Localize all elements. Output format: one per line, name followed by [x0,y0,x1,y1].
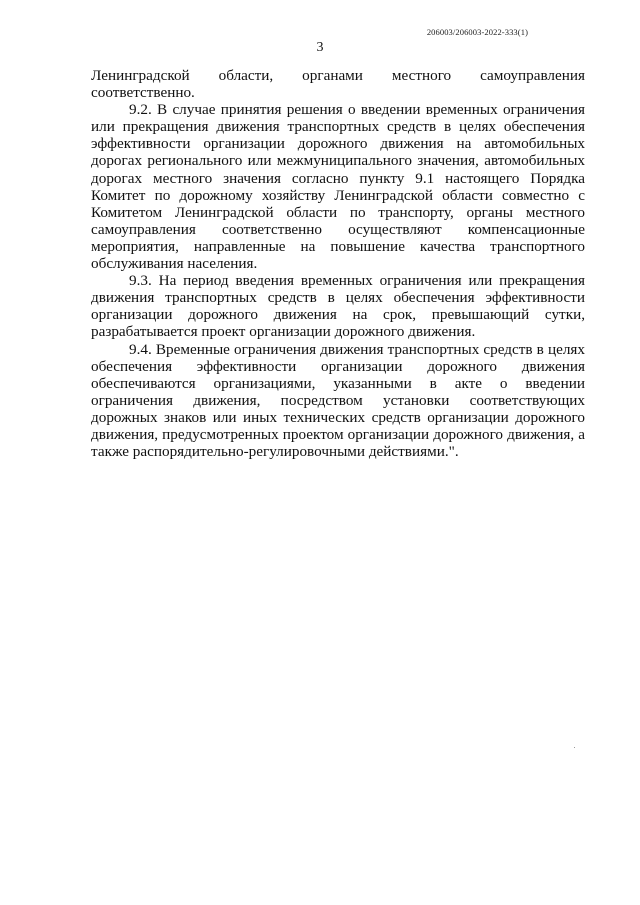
paragraph-9-3: 9.3. На период введения временных ограничения или прекращения движения транспортных средств в целях обеспечения эффективности организации дорожного движения на срок, превышающий сутки, разрабатывается проект организации дорожного движения. [91,272,585,341]
document-body [91,67,585,460]
paragraph-9-2: 9.2. В случае принятия решения о введении временных ограничения или прекращения движения транспортных средств в целях обеспечения эффективности организации дорожного движения на автомобильных дорогах регионального или межмуниципального значения, автомобильных дорогах местного значения согласно пункту 9.1 настоящего Порядка Комитет по дорожному хозяйству Ленинградской области совместно с Комитетом Ленинградской области по транспорту, органы местного самоуправления соответственно осуществляют компенсационные мероприятия, направленные на повышение качества транспортного обслуживания населения. [91,101,585,273]
scan-artifact [574,747,575,748]
page-number: 3 [316,40,324,55]
paragraph-continuation: Ленинградской области, органами местного самоуправления соответственно. [91,67,585,102]
document-code: 206003/206003-2022-333(1) [426,27,528,37]
paragraph-9-4: 9.4. Временные ограничения движения транспортных средств в целях обеспечения эффективности организации дорожного движения обеспечиваются организациями, указанными в акте о введении ограничения движения, посредством установки соответствующих дорожных знаков или иных технических средств организации дорожного движения, предусмотренных проектом организации дорожного движения, а также распорядительно-регулировочными действиями.". [91,340,585,461]
